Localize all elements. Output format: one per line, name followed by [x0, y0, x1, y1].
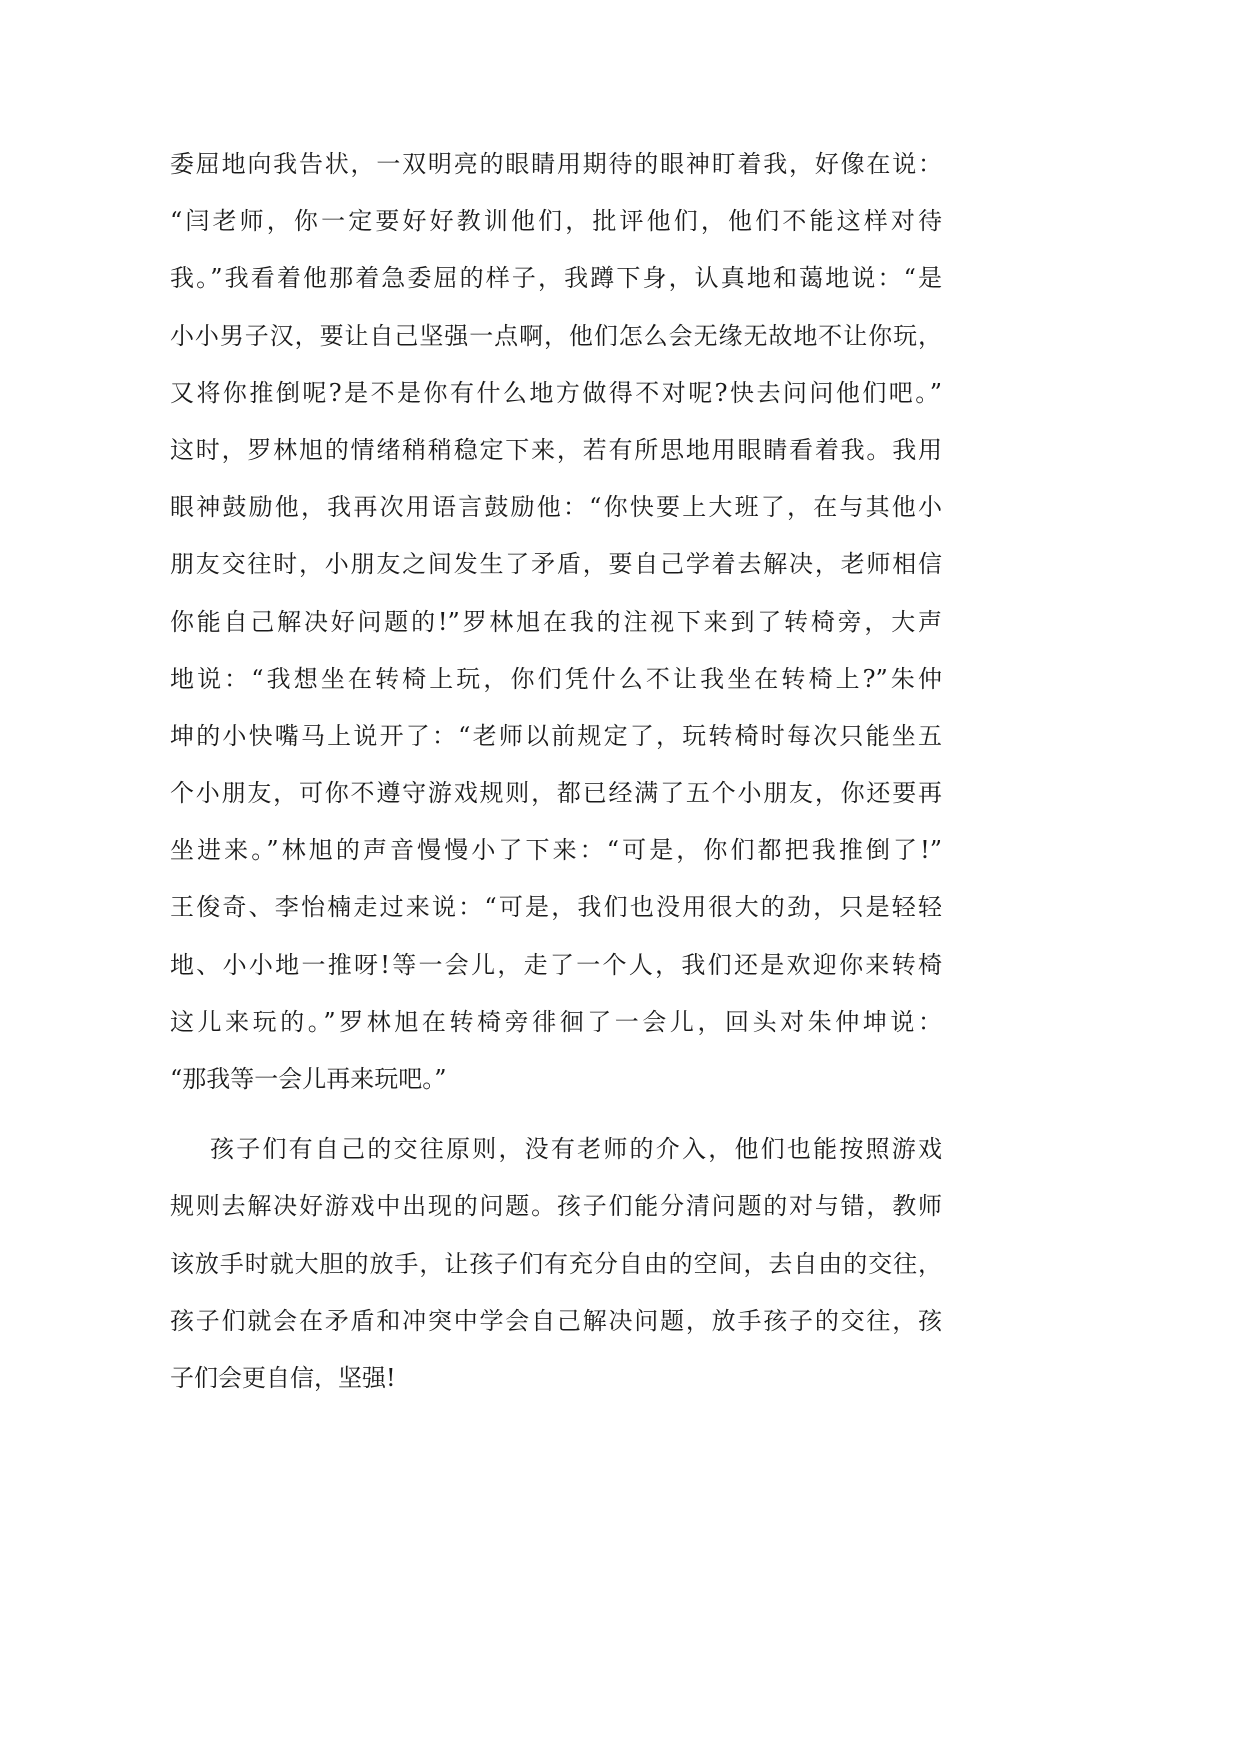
paragraph — [170, 136, 942, 1108]
text-line: 坐进来。”林旭的声音慢慢小了下来：“可是，你们都把我推倒了!” — [170, 836, 942, 865]
text-line: 小小男子汉，要让自己坚强一点啊，他们怎么会无缘无故地不让你玩， — [170, 321, 942, 350]
text-line: 朋友交往时，小朋友之间发生了矛盾，要自己学着去解决，老师相信 — [170, 550, 942, 579]
text-line: 我。”我看着他那着急委屈的样子，我蹲下身，认真地和蔼地说：“是 — [170, 264, 942, 293]
text-line: 地说：“我想坐在转椅上玩，你们凭什么不让我坐在转椅上?”朱仲 — [170, 664, 942, 693]
text-line: 子们会更自信，坚强! — [170, 1363, 396, 1392]
text-line: 该放手时就大胆的放手，让孩子们有充分自由的空间，去自由的交往， — [170, 1249, 942, 1278]
text-line: 这儿来玩的。”罗林旭在转椅旁徘徊了一会儿，回头对朱仲坤说： — [170, 1007, 942, 1036]
text-line: 委屈地向我告状，一双明亮的眼睛用期待的眼神盯着我，好像在说： — [170, 150, 942, 178]
text-line: 坤的小快嘴马上说开了：“老师以前规定了，玩转椅时每次只能坐五 — [170, 721, 942, 750]
text-line: 地、小小地一推呀!等一会儿，走了一个人，我们还是欢迎你来转椅 — [170, 950, 942, 979]
document-body — [170, 136, 942, 1407]
text-line: 规则去解决好游戏中出现的问题。孩子们能分清问题的对与错，教师 — [170, 1192, 942, 1221]
paragraph — [170, 1121, 942, 1407]
text-line: 孩子们有自己的交往原则，没有老师的介入，他们也能按照游戏 — [210, 1135, 942, 1164]
text-line: “闫老师，你一定要好好教训他们，批评他们，他们不能这样对待 — [170, 207, 942, 236]
text-line: 个小朋友，可你不遵守游戏规则，都已经满了五个小朋友，你还要再 — [170, 779, 942, 808]
text-line: 又将你推倒呢?是不是你有什么地方做得不对呢?快去问问他们吧。” — [170, 378, 942, 407]
text-line: “那我等一会儿再来玩吧。” — [170, 1065, 447, 1093]
text-line: 王俊奇、李怡楠走过来说：“可是，我们也没用很大的劲，只是轻轻 — [170, 893, 942, 922]
text-line: 你能自己解决好问题的!”罗林旭在我的注视下来到了转椅旁，大声 — [170, 607, 942, 636]
text-line: 眼神鼓励他，我再次用语言鼓励他：“你快要上大班了，在与其他小 — [170, 493, 942, 522]
text-line: 这时，罗林旭的情绪稍稍稳定下来，若有所思地用眼睛看着我。我用 — [170, 435, 942, 464]
text-line: 孩子们就会在矛盾和冲突中学会自己解决问题，放手孩子的交往，孩 — [170, 1306, 942, 1335]
